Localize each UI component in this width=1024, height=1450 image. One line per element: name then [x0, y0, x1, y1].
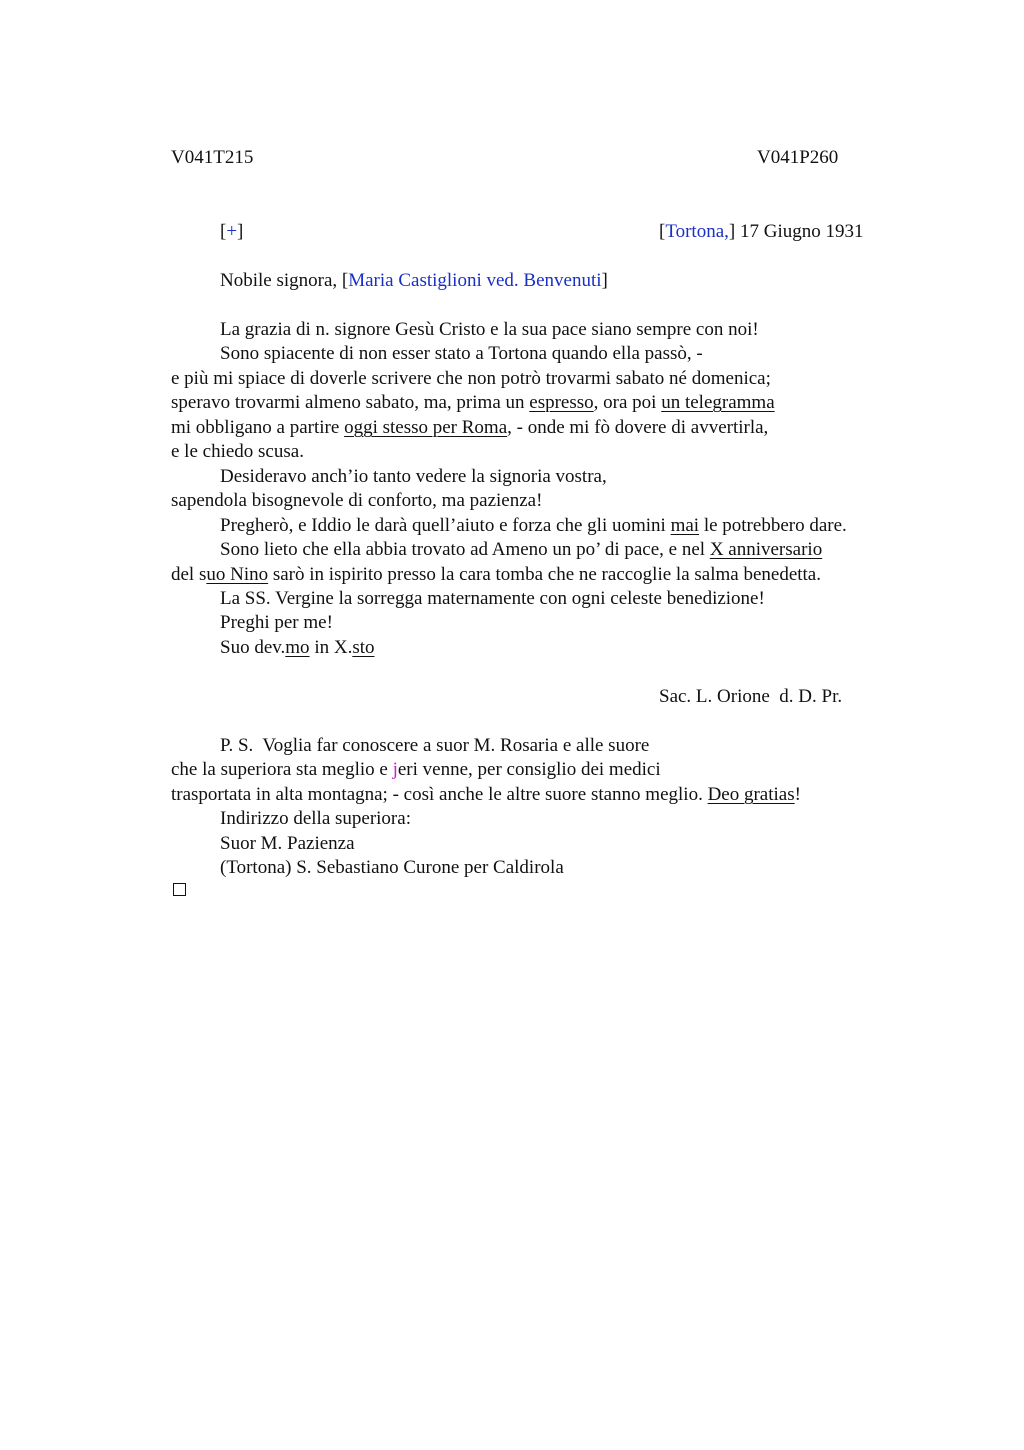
- body-line: mi obbligano a partire oggi stesso per Roma, - onde mi fò dovere di avvertirla,: [171, 417, 769, 438]
- body-line: Pregherò, e Iddio le darà quell’aiuto e forza che gli uomini mai le potrebbero dare.: [220, 515, 847, 536]
- postscript-line: Indirizzo della superiora:: [220, 808, 411, 829]
- address-name: Suor M. Pazienza: [220, 833, 355, 854]
- postscript-line: che la superiora sta meglio e jeri venne, per consiglio dei medici: [171, 759, 661, 780]
- body-line: del suo Nino sarò in ispirito presso la cara tomba che ne raccoglie la salma benedetta.: [171, 564, 821, 585]
- body-line: Sono lieto che ella abbia trovato ad Ameno un po’ di pace, e nel X anniversario: [220, 539, 823, 560]
- body-line: speravo trovarmi almeno sabato, ma, prima un espresso, ora poi un telegramma: [171, 392, 775, 413]
- place-date: [Tortona,] 17 Giugno 1931: [659, 221, 864, 242]
- letter-date: 17 Giugno 1931: [739, 221, 864, 242]
- body-line: La grazia di n. signore Gesù Cristo e la sua pace siano sempre con noi!: [220, 319, 759, 340]
- cross-mark: [+]: [220, 221, 244, 242]
- signature: Sac. L. Orione d. D. Pr.: [659, 686, 843, 707]
- postscript-line: trasportata in alta montagna; - così anche le altre suore stanno meglio. Deo gratias!: [171, 784, 801, 805]
- postscript-line: P. S. Voglia far conoscere a suor M. Rosaria e alle suore: [220, 735, 650, 756]
- body-line: Preghi per me!: [220, 612, 333, 633]
- document-code-left: V041T215: [171, 147, 254, 168]
- body-line: Sono spiacente di non esser stato a Tortona quando ella passò, -: [220, 343, 703, 364]
- body-line: e le chiedo scusa.: [171, 441, 304, 462]
- correction-mark: j: [392, 759, 398, 780]
- cross-annotation: +: [226, 221, 238, 242]
- closing-line: Suo dev.mo in X.sto: [220, 637, 375, 658]
- recipient-annotation: Maria Castiglioni ved. Benvenuti: [348, 270, 602, 291]
- body-line: Desideravo anch’io tanto vedere la signoria vostra,: [220, 466, 607, 487]
- body-line: La SS. Vergine la sorregga maternamente con ogni celeste benedizione!: [220, 588, 765, 609]
- document-code-right: V041P260: [757, 147, 839, 168]
- place-annotation: Tortona,: [665, 221, 729, 242]
- address-place: (Tortona) S. Sebastiano Curone per Caldirola: [220, 857, 564, 878]
- end-marker-box: [173, 883, 186, 896]
- body-line: e più mi spiace di doverle scrivere che non potrò trovarmi sabato né domenica;: [171, 368, 771, 389]
- salutation: Nobile signora, [Maria Castiglioni ved. Benvenuti]: [220, 270, 608, 291]
- body-line: sapendola bisognevole di conforto, ma pazienza!: [171, 490, 543, 511]
